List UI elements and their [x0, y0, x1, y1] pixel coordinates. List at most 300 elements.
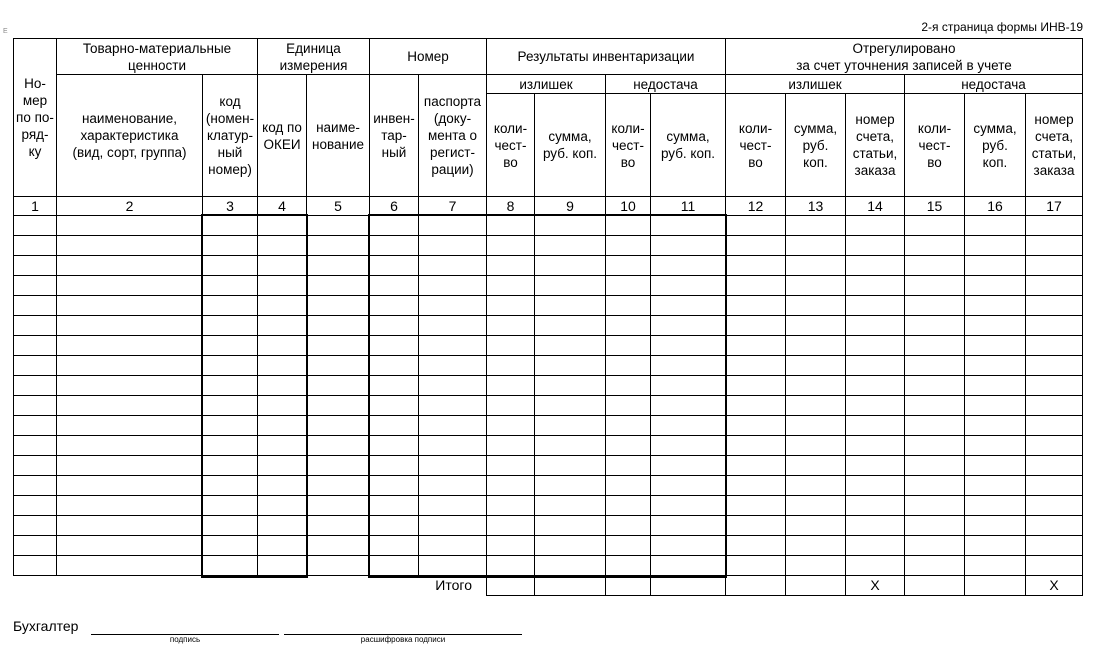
table-cell[interactable] [14, 336, 57, 356]
table-cell[interactable] [258, 316, 307, 336]
table-cell[interactable] [419, 536, 487, 556]
table-cell[interactable] [487, 456, 535, 476]
total-cell[interactable] [651, 576, 726, 596]
total-cell[interactable] [606, 576, 651, 596]
table-cell[interactable] [487, 396, 535, 416]
table-cell[interactable] [606, 456, 651, 476]
table-cell[interactable] [307, 396, 370, 416]
table-cell[interactable] [651, 296, 726, 316]
table-cell[interactable] [535, 276, 606, 296]
table-cell[interactable] [307, 436, 370, 456]
table-cell[interactable] [965, 516, 1026, 536]
table-cell[interactable] [651, 236, 726, 256]
table-cell[interactable] [905, 456, 965, 476]
table-cell[interactable] [487, 216, 535, 236]
table-cell[interactable] [905, 376, 965, 396]
table-cell[interactable] [419, 416, 487, 436]
table-cell[interactable] [1026, 496, 1083, 516]
table-cell[interactable] [203, 556, 258, 576]
table-cell[interactable] [370, 216, 419, 236]
table-cell[interactable] [307, 416, 370, 436]
table-cell[interactable] [905, 296, 965, 316]
table-cell[interactable] [258, 296, 307, 316]
table-cell[interactable] [651, 316, 726, 336]
table-cell[interactable] [1026, 256, 1083, 276]
table-cell[interactable] [965, 236, 1026, 256]
total-cell[interactable] [535, 576, 606, 596]
table-cell[interactable] [57, 376, 203, 396]
table-cell[interactable] [258, 436, 307, 456]
table-cell[interactable] [14, 276, 57, 296]
table-cell[interactable] [487, 536, 535, 556]
table-cell[interactable] [786, 456, 846, 476]
table-cell[interactable] [726, 316, 786, 336]
table-cell[interactable] [14, 516, 57, 536]
table-cell[interactable] [1026, 376, 1083, 396]
table-cell[interactable] [14, 316, 57, 336]
table-cell[interactable] [846, 516, 905, 536]
table-cell[interactable] [14, 256, 57, 276]
table-cell[interactable] [1026, 356, 1083, 376]
table-cell[interactable] [370, 456, 419, 476]
table-cell[interactable] [487, 556, 535, 576]
table-cell[interactable] [606, 216, 651, 236]
table-cell[interactable] [786, 436, 846, 456]
table-cell[interactable] [14, 436, 57, 456]
table-cell[interactable] [307, 476, 370, 496]
table-cell[interactable] [606, 436, 651, 456]
table-cell[interactable] [14, 416, 57, 436]
table-cell[interactable] [370, 296, 419, 316]
table-cell[interactable] [57, 336, 203, 356]
table-cell[interactable] [905, 416, 965, 436]
table-cell[interactable] [487, 316, 535, 336]
table-cell[interactable] [419, 236, 487, 256]
table-cell[interactable] [487, 296, 535, 316]
table-cell[interactable] [370, 516, 419, 536]
table-cell[interactable] [651, 516, 726, 536]
table-cell[interactable] [57, 276, 203, 296]
table-cell[interactable] [419, 316, 487, 336]
table-cell[interactable] [606, 256, 651, 276]
table-cell[interactable] [487, 276, 535, 296]
table-cell[interactable] [258, 356, 307, 376]
table-cell[interactable] [57, 556, 203, 576]
table-cell[interactable] [419, 356, 487, 376]
table-cell[interactable] [726, 476, 786, 496]
table-cell[interactable] [965, 476, 1026, 496]
table-cell[interactable] [606, 276, 651, 296]
table-cell[interactable] [307, 216, 370, 236]
table-cell[interactable] [846, 296, 905, 316]
table-cell[interactable] [965, 276, 1026, 296]
table-cell[interactable] [651, 436, 726, 456]
table-cell[interactable] [786, 516, 846, 536]
table-cell[interactable] [726, 536, 786, 556]
table-cell[interactable] [14, 216, 57, 236]
table-cell[interactable] [57, 316, 203, 336]
table-cell[interactable] [419, 256, 487, 276]
table-cell[interactable] [419, 436, 487, 456]
table-cell[interactable] [606, 336, 651, 356]
table-cell[interactable] [535, 516, 606, 536]
table-cell[interactable] [535, 436, 606, 456]
table-cell[interactable] [14, 396, 57, 416]
table-cell[interactable] [1026, 396, 1083, 416]
table-cell[interactable] [846, 476, 905, 496]
table-cell[interactable] [786, 336, 846, 356]
table-cell[interactable] [57, 476, 203, 496]
table-cell[interactable] [726, 556, 786, 576]
table-cell[interactable] [57, 296, 203, 316]
table-cell[interactable] [786, 236, 846, 256]
table-cell[interactable] [57, 356, 203, 376]
table-cell[interactable] [606, 476, 651, 496]
table-cell[interactable] [786, 396, 846, 416]
table-cell[interactable] [905, 276, 965, 296]
table-cell[interactable] [1026, 236, 1083, 256]
total-cell[interactable] [487, 576, 535, 596]
table-cell[interactable] [905, 336, 965, 356]
table-cell[interactable] [535, 556, 606, 576]
table-cell[interactable] [846, 236, 905, 256]
table-cell[interactable] [307, 516, 370, 536]
table-cell[interactable] [370, 376, 419, 396]
table-cell[interactable] [203, 416, 258, 436]
table-cell[interactable] [846, 256, 905, 276]
table-cell[interactable] [905, 476, 965, 496]
table-cell[interactable] [1026, 456, 1083, 476]
table-cell[interactable] [203, 396, 258, 416]
table-cell[interactable] [258, 416, 307, 436]
table-cell[interactable] [258, 236, 307, 256]
table-cell[interactable] [370, 556, 419, 576]
table-cell[interactable] [905, 236, 965, 256]
table-cell[interactable] [203, 296, 258, 316]
table-cell[interactable] [57, 456, 203, 476]
table-cell[interactable] [487, 496, 535, 516]
table-cell[interactable] [726, 436, 786, 456]
table-cell[interactable] [487, 416, 535, 436]
table-cell[interactable] [1026, 556, 1083, 576]
table-cell[interactable] [786, 416, 846, 436]
table-cell[interactable] [370, 356, 419, 376]
table-cell[interactable] [1026, 296, 1083, 316]
table-cell[interactable] [487, 376, 535, 396]
table-cell[interactable] [651, 416, 726, 436]
table-cell[interactable] [606, 376, 651, 396]
table-cell[interactable] [57, 516, 203, 536]
table-cell[interactable] [726, 416, 786, 436]
table-cell[interactable] [203, 336, 258, 356]
table-cell[interactable] [905, 216, 965, 236]
table-cell[interactable] [905, 516, 965, 536]
table-cell[interactable] [651, 336, 726, 356]
table-cell[interactable] [726, 396, 786, 416]
table-cell[interactable] [370, 276, 419, 296]
table-cell[interactable] [14, 556, 57, 576]
table-cell[interactable] [487, 236, 535, 256]
table-cell[interactable] [905, 256, 965, 276]
table-cell[interactable] [726, 216, 786, 236]
table-cell[interactable] [726, 356, 786, 376]
table-cell[interactable] [14, 476, 57, 496]
table-cell[interactable] [965, 456, 1026, 476]
table-cell[interactable] [606, 536, 651, 556]
table-cell[interactable] [203, 516, 258, 536]
table-cell[interactable] [535, 316, 606, 336]
table-cell[interactable] [14, 456, 57, 476]
table-cell[interactable] [846, 556, 905, 576]
table-cell[interactable] [307, 376, 370, 396]
table-cell[interactable] [1026, 416, 1083, 436]
table-cell[interactable] [846, 496, 905, 516]
table-cell[interactable] [905, 556, 965, 576]
table-cell[interactable] [1026, 476, 1083, 496]
table-cell[interactable] [606, 396, 651, 416]
table-cell[interactable] [258, 476, 307, 496]
table-cell[interactable] [651, 496, 726, 516]
table-cell[interactable] [965, 356, 1026, 376]
table-cell[interactable] [419, 336, 487, 356]
table-cell[interactable] [370, 236, 419, 256]
table-cell[interactable] [786, 356, 846, 376]
table-cell[interactable] [606, 416, 651, 436]
table-cell[interactable] [965, 436, 1026, 456]
table-cell[interactable] [651, 556, 726, 576]
table-cell[interactable] [57, 216, 203, 236]
table-cell[interactable] [726, 336, 786, 356]
table-cell[interactable] [419, 396, 487, 416]
total-cell[interactable] [786, 576, 846, 596]
table-cell[interactable] [258, 516, 307, 536]
table-cell[interactable] [535, 236, 606, 256]
table-cell[interactable] [965, 256, 1026, 276]
table-cell[interactable] [846, 536, 905, 556]
table-cell[interactable] [786, 496, 846, 516]
table-cell[interactable] [370, 336, 419, 356]
table-cell[interactable] [307, 556, 370, 576]
table-cell[interactable] [965, 416, 1026, 436]
table-cell[interactable] [651, 456, 726, 476]
table-cell[interactable] [846, 356, 905, 376]
table-cell[interactable] [258, 216, 307, 236]
table-cell[interactable] [726, 456, 786, 476]
table-cell[interactable] [419, 216, 487, 236]
table-cell[interactable] [14, 536, 57, 556]
table-cell[interactable] [535, 456, 606, 476]
table-cell[interactable] [786, 216, 846, 236]
table-cell[interactable] [14, 296, 57, 316]
table-cell[interactable] [370, 496, 419, 516]
table-cell[interactable] [965, 296, 1026, 316]
table-cell[interactable] [419, 456, 487, 476]
table-cell[interactable] [965, 316, 1026, 336]
table-cell[interactable] [846, 416, 905, 436]
table-cell[interactable] [846, 456, 905, 476]
table-cell[interactable] [258, 396, 307, 416]
table-cell[interactable] [307, 536, 370, 556]
table-cell[interactable] [1026, 436, 1083, 456]
table-cell[interactable] [786, 476, 846, 496]
table-cell[interactable] [726, 236, 786, 256]
table-cell[interactable] [786, 276, 846, 296]
table-cell[interactable] [14, 496, 57, 516]
table-cell[interactable] [535, 536, 606, 556]
total-cell[interactable] [905, 576, 965, 596]
table-cell[interactable] [370, 436, 419, 456]
table-cell[interactable] [846, 216, 905, 236]
table-cell[interactable] [258, 336, 307, 356]
table-cell[interactable] [846, 376, 905, 396]
table-cell[interactable] [307, 276, 370, 296]
table-cell[interactable] [370, 316, 419, 336]
table-cell[interactable] [419, 296, 487, 316]
table-cell[interactable] [14, 356, 57, 376]
table-cell[interactable] [487, 476, 535, 496]
table-cell[interactable] [258, 276, 307, 296]
table-cell[interactable] [419, 496, 487, 516]
table-cell[interactable] [726, 376, 786, 396]
table-cell[interactable] [965, 376, 1026, 396]
table-cell[interactable] [1026, 316, 1083, 336]
table-cell[interactable] [203, 436, 258, 456]
table-cell[interactable] [606, 316, 651, 336]
table-cell[interactable] [57, 236, 203, 256]
table-cell[interactable] [57, 536, 203, 556]
table-cell[interactable] [846, 436, 905, 456]
table-cell[interactable] [651, 476, 726, 496]
total-cell[interactable] [965, 576, 1026, 596]
table-cell[interactable] [846, 316, 905, 336]
table-cell[interactable] [307, 496, 370, 516]
table-cell[interactable] [786, 316, 846, 336]
table-cell[interactable] [307, 316, 370, 336]
table-cell[interactable] [651, 256, 726, 276]
table-cell[interactable] [651, 276, 726, 296]
table-cell[interactable] [786, 296, 846, 316]
table-cell[interactable] [57, 436, 203, 456]
table-cell[interactable] [965, 396, 1026, 416]
table-cell[interactable] [203, 236, 258, 256]
table-cell[interactable] [57, 396, 203, 416]
table-cell[interactable] [307, 296, 370, 316]
table-cell[interactable] [370, 396, 419, 416]
table-cell[interactable] [487, 356, 535, 376]
table-cell[interactable] [307, 356, 370, 376]
table-cell[interactable] [651, 356, 726, 376]
table-cell[interactable] [965, 556, 1026, 576]
table-cell[interactable] [535, 256, 606, 276]
table-cell[interactable] [370, 476, 419, 496]
table-cell[interactable] [905, 436, 965, 456]
table-cell[interactable] [487, 256, 535, 276]
table-cell[interactable] [606, 236, 651, 256]
table-cell[interactable] [965, 536, 1026, 556]
table-cell[interactable] [203, 496, 258, 516]
table-cell[interactable] [419, 276, 487, 296]
table-cell[interactable] [606, 356, 651, 376]
table-cell[interactable] [370, 256, 419, 276]
table-cell[interactable] [258, 456, 307, 476]
table-cell[interactable] [905, 536, 965, 556]
table-cell[interactable] [535, 336, 606, 356]
table-cell[interactable] [535, 356, 606, 376]
table-cell[interactable] [905, 396, 965, 416]
table-cell[interactable] [258, 256, 307, 276]
table-cell[interactable] [651, 216, 726, 236]
table-cell[interactable] [307, 256, 370, 276]
table-cell[interactable] [726, 516, 786, 536]
table-cell[interactable] [487, 516, 535, 536]
table-cell[interactable] [203, 456, 258, 476]
table-cell[interactable] [846, 336, 905, 356]
table-cell[interactable] [846, 396, 905, 416]
table-cell[interactable] [651, 536, 726, 556]
table-cell[interactable] [1026, 336, 1083, 356]
table-cell[interactable] [1026, 216, 1083, 236]
table-cell[interactable] [535, 216, 606, 236]
table-cell[interactable] [965, 336, 1026, 356]
table-cell[interactable] [307, 456, 370, 476]
table-cell[interactable] [726, 496, 786, 516]
table-cell[interactable] [57, 416, 203, 436]
table-cell[interactable] [258, 536, 307, 556]
table-cell[interactable] [487, 436, 535, 456]
table-cell[interactable] [535, 396, 606, 416]
table-cell[interactable] [651, 376, 726, 396]
table-cell[interactable] [258, 496, 307, 516]
table-cell[interactable] [419, 556, 487, 576]
table-cell[interactable] [307, 236, 370, 256]
table-cell[interactable] [370, 416, 419, 436]
table-cell[interactable] [203, 216, 258, 236]
table-cell[interactable] [1026, 536, 1083, 556]
table-cell[interactable] [535, 496, 606, 516]
table-cell[interactable] [535, 376, 606, 396]
table-cell[interactable] [786, 376, 846, 396]
table-cell[interactable] [965, 496, 1026, 516]
table-cell[interactable] [846, 276, 905, 296]
table-cell[interactable] [14, 376, 57, 396]
table-cell[interactable] [905, 496, 965, 516]
table-cell[interactable] [786, 556, 846, 576]
table-cell[interactable] [203, 356, 258, 376]
table-cell[interactable] [606, 516, 651, 536]
table-cell[interactable] [535, 476, 606, 496]
table-cell[interactable] [905, 356, 965, 376]
table-cell[interactable] [786, 536, 846, 556]
table-cell[interactable] [535, 296, 606, 316]
table-cell[interactable] [651, 396, 726, 416]
table-cell[interactable] [14, 236, 57, 256]
table-cell[interactable] [1026, 276, 1083, 296]
table-cell[interactable] [606, 296, 651, 316]
table-cell[interactable] [487, 336, 535, 356]
table-cell[interactable] [905, 316, 965, 336]
table-cell[interactable] [203, 476, 258, 496]
table-cell[interactable] [606, 556, 651, 576]
table-cell[interactable] [786, 256, 846, 276]
table-cell[interactable] [606, 496, 651, 516]
table-cell[interactable] [57, 496, 203, 516]
table-cell[interactable] [203, 316, 258, 336]
table-cell[interactable] [535, 416, 606, 436]
table-cell[interactable] [1026, 516, 1083, 536]
table-cell[interactable] [258, 376, 307, 396]
table-cell[interactable] [726, 296, 786, 316]
table-cell[interactable] [203, 376, 258, 396]
